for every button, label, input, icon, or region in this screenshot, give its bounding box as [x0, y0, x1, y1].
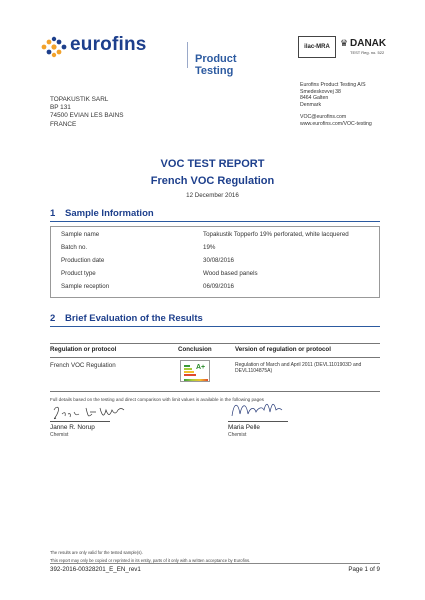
col-header-regulation: Regulation or protocol	[50, 346, 117, 353]
col-header-version: Version of regulation or protocol	[235, 346, 331, 353]
recipient-line: FRANCE	[50, 120, 77, 128]
regulation-name: French VOC Regulation	[50, 362, 116, 369]
report-title: VOC TEST REPORT	[160, 158, 265, 170]
issuer-email-link[interactable]: VOC@eurofins.com	[300, 114, 347, 121]
eval-table-header	[50, 346, 380, 356]
ilac-mra-logo: ilac-MRA	[298, 36, 336, 58]
table-row	[50, 361, 380, 389]
row-key: Production date	[61, 257, 105, 264]
section-1-title: Sample Information	[65, 208, 154, 219]
voc-grade: A+	[196, 364, 206, 371]
section-1-number: 1	[50, 208, 56, 219]
table-row	[61, 231, 381, 241]
row-key: Batch no.	[61, 244, 88, 251]
table-row	[61, 270, 381, 280]
signer-2-name: Maria Pelle	[228, 424, 260, 431]
section-1-heading	[50, 208, 154, 219]
recipient-line: BP 131	[50, 104, 71, 112]
row-key: Sample reception	[61, 283, 110, 290]
row-key: Product type	[61, 270, 96, 277]
danak-logo: DANAK	[350, 38, 387, 49]
table-top-rule	[50, 343, 380, 344]
division-name: Product Testing	[195, 53, 237, 77]
table-row	[61, 257, 381, 267]
section-2-rule	[50, 326, 380, 327]
signature-2-line	[228, 421, 288, 422]
section-2-heading	[50, 313, 203, 324]
recipient-line: TOPAKUSTIK SARL	[50, 96, 109, 103]
eurofins-logo	[40, 32, 250, 77]
row-key: Sample name	[61, 231, 100, 238]
section-2-number: 2	[50, 313, 56, 324]
footer-rule	[50, 563, 380, 564]
accreditation-logos	[298, 36, 388, 58]
table-bottom-rule	[50, 391, 380, 392]
recipient-address	[50, 96, 124, 129]
col-header-conclusion: Conclusion	[178, 346, 212, 353]
signature-1-line	[50, 421, 110, 422]
footer-validity-note: The results are only valid for the tested sample(s).	[50, 550, 143, 555]
sample-info-table	[50, 226, 380, 298]
row-value: 19%	[203, 244, 216, 251]
voc-grade-label	[180, 360, 210, 382]
crown-icon: ♛	[340, 38, 349, 48]
issuer-line: Smedeskovvej 38	[300, 88, 341, 95]
issuer-line: Eurofins Product Testing A/S	[300, 82, 366, 88]
signature-2-image	[228, 398, 288, 422]
issuer-line: 8464 Galten	[300, 95, 329, 102]
signer-1-role: Chemist	[50, 432, 69, 438]
issuer-address	[300, 82, 372, 128]
signer-2-role: Chemist	[228, 432, 247, 438]
section-1-rule	[50, 221, 380, 222]
row-value: Wood based panels	[203, 270, 258, 277]
footer-copy-note: This report may only be copied or reprinted in its entity, parts of it only with a written acceptance by Eurofins.	[50, 558, 251, 563]
report-id: 392-2016-00328201_E_EN_rev1	[50, 566, 141, 573]
grade-scale-icon	[184, 365, 196, 377]
grade-strip	[184, 379, 208, 381]
report-subtitle: French VOC Regulation	[150, 175, 275, 187]
eurofins-dots-icon	[40, 36, 68, 58]
table-header-rule	[50, 357, 380, 358]
row-value: 30/08/2016	[203, 257, 234, 264]
page-number: Page 1 of 9	[348, 566, 380, 573]
signer-1-name: Janne R. Norup	[50, 424, 95, 431]
brand-name: eurofins	[70, 34, 147, 55]
table-row	[61, 283, 381, 293]
details-note: Full details based on the testing and direct comparison with limit values is available in the following pages	[50, 397, 264, 402]
row-value: Topakustik Topperfo 19% perforated, white lacquered	[203, 231, 349, 238]
table-row	[61, 244, 381, 254]
row-value: 06/09/2016	[203, 283, 234, 290]
report-date: 12 December 2016	[186, 192, 239, 199]
section-2-title: Brief Evaluation of the Results	[65, 313, 203, 324]
issuer-web-link[interactable]: www.eurofins.com/VOC-testing	[300, 120, 372, 127]
recipient-line: 74500 EVIAN LES BAINS	[50, 112, 124, 120]
danak-reg-no: TEST Reg. no. 522	[350, 50, 385, 55]
logo-divider	[187, 42, 188, 68]
regulation-version: Regulation of March and April 2011 (DEVL1101903D and DEVL1104875A)	[235, 362, 362, 375]
issuer-line: Denmark	[300, 101, 322, 108]
